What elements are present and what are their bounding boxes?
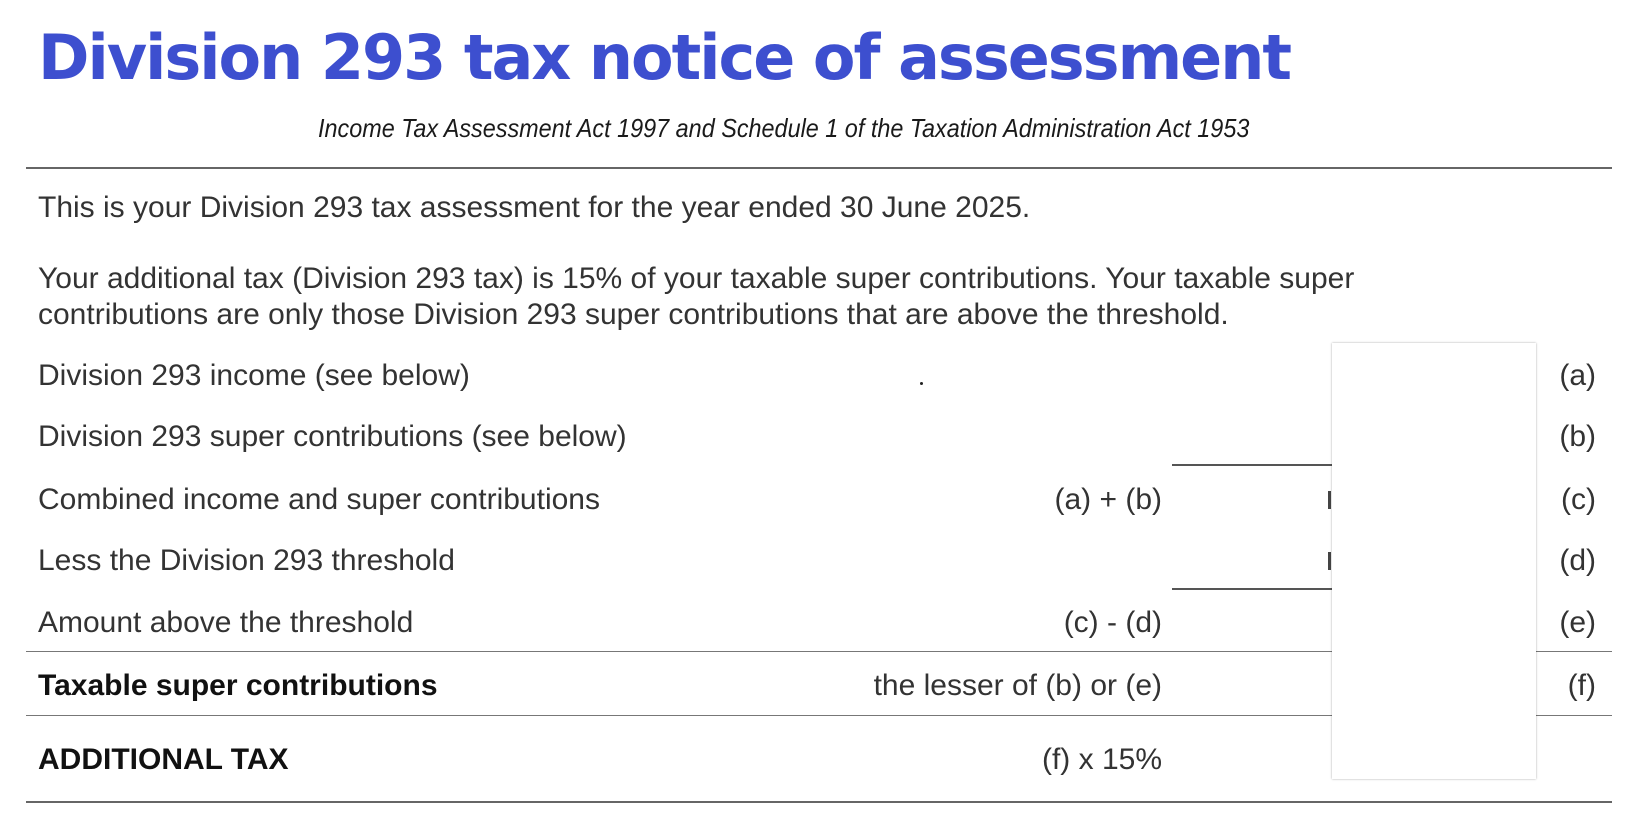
stray-mark xyxy=(920,382,923,385)
row-f-formula: the lesser of (b) or (e) xyxy=(873,669,1162,702)
row-c-letter: (c) xyxy=(1561,483,1596,516)
row-d-letter: (d) xyxy=(1559,544,1596,577)
legislation-subtitle: Income Tax Assessment Act 1997 and Schedule 1 of the Taxation Administration Act 1953 xyxy=(318,113,1250,143)
dollar-sign-fragment xyxy=(1328,552,1331,570)
bottom-divider xyxy=(26,801,1612,803)
row-c-formula: (a) + (b) xyxy=(1054,483,1162,516)
row-b-letter: (b) xyxy=(1559,420,1596,453)
row-amount-above-label: Amount above the threshold xyxy=(38,606,414,639)
row-threshold-label: Less the Division 293 threshold xyxy=(38,544,455,577)
row-additional-tax-label: ADDITIONAL TAX xyxy=(38,743,289,776)
subtotal-line-b xyxy=(1172,464,1342,466)
row-a-letter: (a) xyxy=(1559,359,1596,392)
row-division-293-income-label: Division 293 income (see below) xyxy=(38,359,470,392)
row-taxable-super-label: Taxable super contributions xyxy=(38,669,438,702)
dollar-sign-fragment xyxy=(1328,491,1331,509)
row-additional-tax-formula: (f) x 15% xyxy=(1041,743,1162,776)
row-e-letter: (e) xyxy=(1559,606,1596,639)
intro-line-2a: Your additional tax (Division 293 tax) is 15% of your taxable super contributions. Your taxable super xyxy=(38,262,1355,295)
intro-line-1: This is your Division 293 tax assessment for the year ended 30 June 2025. xyxy=(38,191,1031,224)
page-title: Division 293 tax notice of assessment xyxy=(38,21,1291,94)
subtotal-line-d xyxy=(1172,588,1342,590)
row-division-293-super-label: Division 293 super contributions (see below) xyxy=(38,420,627,453)
row-combined-label: Combined income and super contributions xyxy=(38,483,600,516)
intro-line-2b: contributions are only those Division 293 super contributions that are above the threshold. xyxy=(38,298,1229,331)
row-e-formula: (c) - (d) xyxy=(1063,606,1162,639)
header-divider xyxy=(26,167,1612,169)
row-f-letter: (f) xyxy=(1567,669,1596,702)
redacted-amounts-box xyxy=(1332,343,1536,779)
